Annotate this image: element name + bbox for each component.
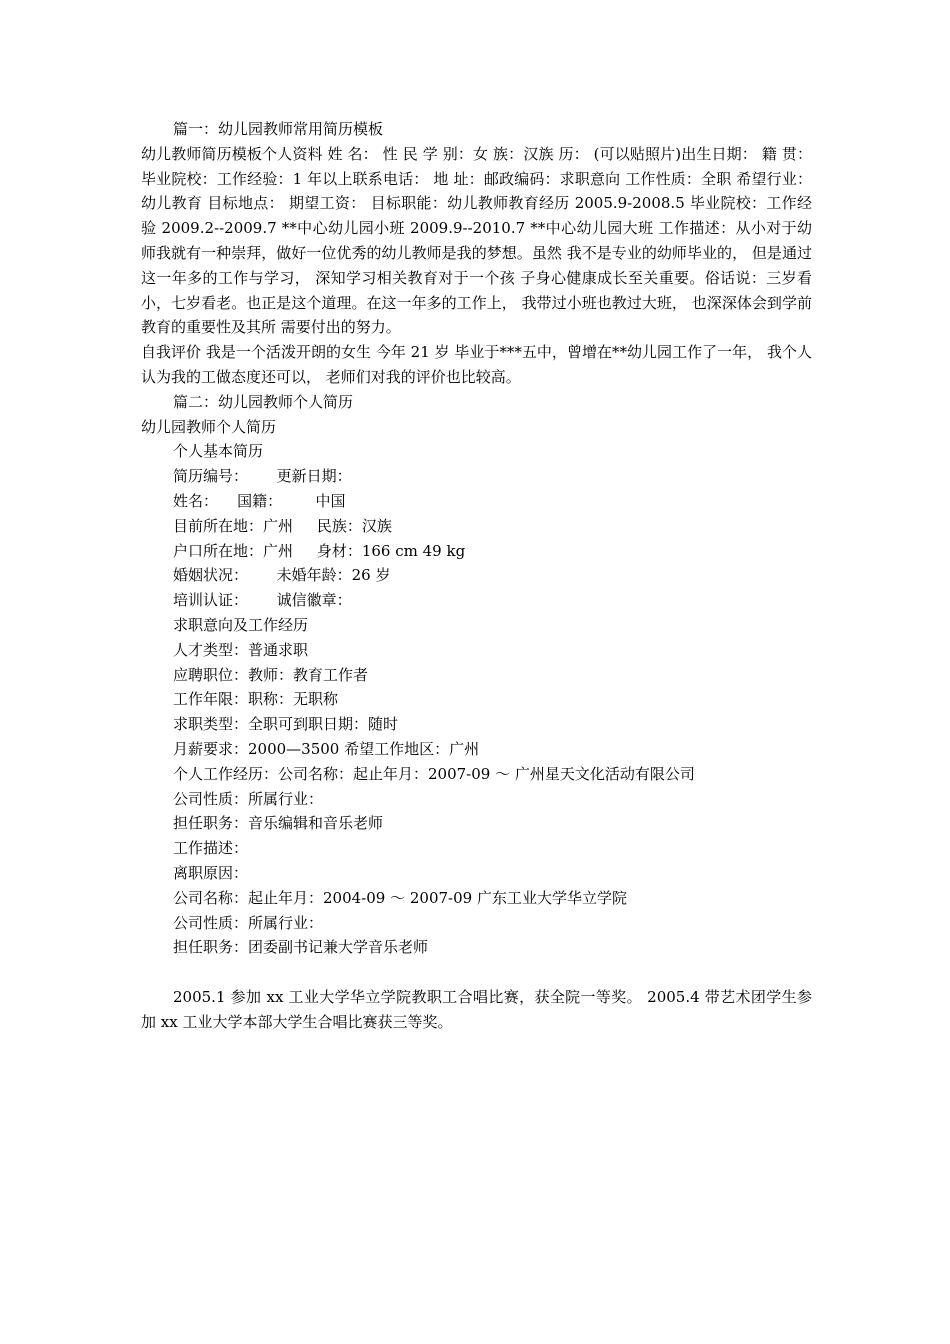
resume-line-hukou-physique: 户口所在地：广州 身材：166 cm 49 kg <box>173 541 466 560</box>
paragraph-gap <box>141 960 812 985</box>
resume-line-resume-number: 简历编号： 更新日期： <box>173 467 352 486</box>
resume-line-company-nature-2: 公司性质：所属行业： <box>173 913 324 932</box>
awards-paragraph: 2005.1 参加 xx 工业大学华立学院教职工合唱比赛，获全院一等奖。 2005.4 带艺术团学生参加 xx 工业大学本部大学生合唱比赛获三等奖。 <box>141 988 812 1031</box>
resume-line-years-title: 工作年限：职称：无职称 <box>173 690 339 709</box>
resume-line-salary: 月薪要求：2000—3500 希望工作地区：广州 <box>173 739 480 758</box>
section1-title: 篇一：幼儿园教师常用简历模板 <box>173 120 384 138</box>
section2-title: 篇二：幼儿园教师个人简历 <box>173 392 354 411</box>
resume-line-position: 应聘职位：教师：教育工作者 <box>173 665 369 684</box>
resume-line-basic-heading: 个人基本简历 <box>173 442 264 461</box>
resume-line-work-history-2: 公司名称：起止年月：2004-09 ～ 2007-09 广东工业大学华立学院 <box>173 888 627 907</box>
resume-line-duty-2: 担任职务：团委副书记兼大学音乐老师 <box>173 938 429 957</box>
resume-line-leave-reason: 离职原因： <box>173 863 249 882</box>
resume-line-talent-type: 人才类型：普通求职 <box>173 640 309 659</box>
resume-line-location-ethnicity: 目前所在地：广州 民族：汉族 <box>173 516 392 535</box>
resume-line-work-history-1: 个人工作经历：公司名称：起止年月：2007-09 ～ 广州星天文化活动有限公司 <box>173 764 695 783</box>
resume-line-name-nationality: 姓名： 国籍： 中国 <box>173 491 346 510</box>
resume-line-intent-heading: 求职意向及工作经历 <box>173 615 309 634</box>
document-page <box>141 117 812 1035</box>
resume-line-duty-1: 担任职务：音乐编辑和音乐老师 <box>173 814 384 833</box>
resume-line-job-type: 求职类型：全职可到职日期：随时 <box>173 715 399 734</box>
resume-line-certification: 培训认证： 诚信徽章： <box>173 591 352 610</box>
section1-body: 幼儿教师简历模板个人资料 姓 名： 性 民 学 别：女 族：汉族 历： (可以贴照片)出生日期： 籍 贯：毕业院校：工作经验：1 年以上联系电话： 地 址：邮政编码：求职意向 工作性质：全职 希望行业：幼儿教育 目标地点： 期望工资： 目标职能：幼儿教师教育经历 2005.9-2008.5 毕业院校：工作经验 2009.2--2009.7 **中心幼儿园小班 2009.9--2010.7 **中心幼儿园大班 工作描述：从小对于幼师我就有一种崇拜，做好一位优秀的幼儿教师是我的梦想。虽然 我不是专业的幼师毕业的， 但是通过这一年多的工作与学习， 深知学习相关教育对于一个孩 子身心健康成长至关重要。俗话说：三岁看小，七岁看老。也正是这个道理。在这一年多的工作上， 我带过小班也教过大班， 也深深体会到学前教育的重要性及其所 需要付出的努力。 <box>141 144 812 337</box>
resume-line-work-description: 工作描述： <box>173 839 249 858</box>
self-evaluation: 自我评价 我是一个活泼开朗的女生 今年 21 岁 毕业于***五中，曾增在**幼儿园工作了一年， 我个人认为我的工做态度还可以， 老师们对我的评价也比较高。 <box>141 343 812 386</box>
section2-subtitle: 幼儿园教师个人简历 <box>141 417 277 436</box>
resume-line-company-nature-1: 公司性质：所属行业： <box>173 789 324 808</box>
resume-line-marital-age: 婚姻状况： 未婚年龄：26 岁 <box>173 566 391 585</box>
